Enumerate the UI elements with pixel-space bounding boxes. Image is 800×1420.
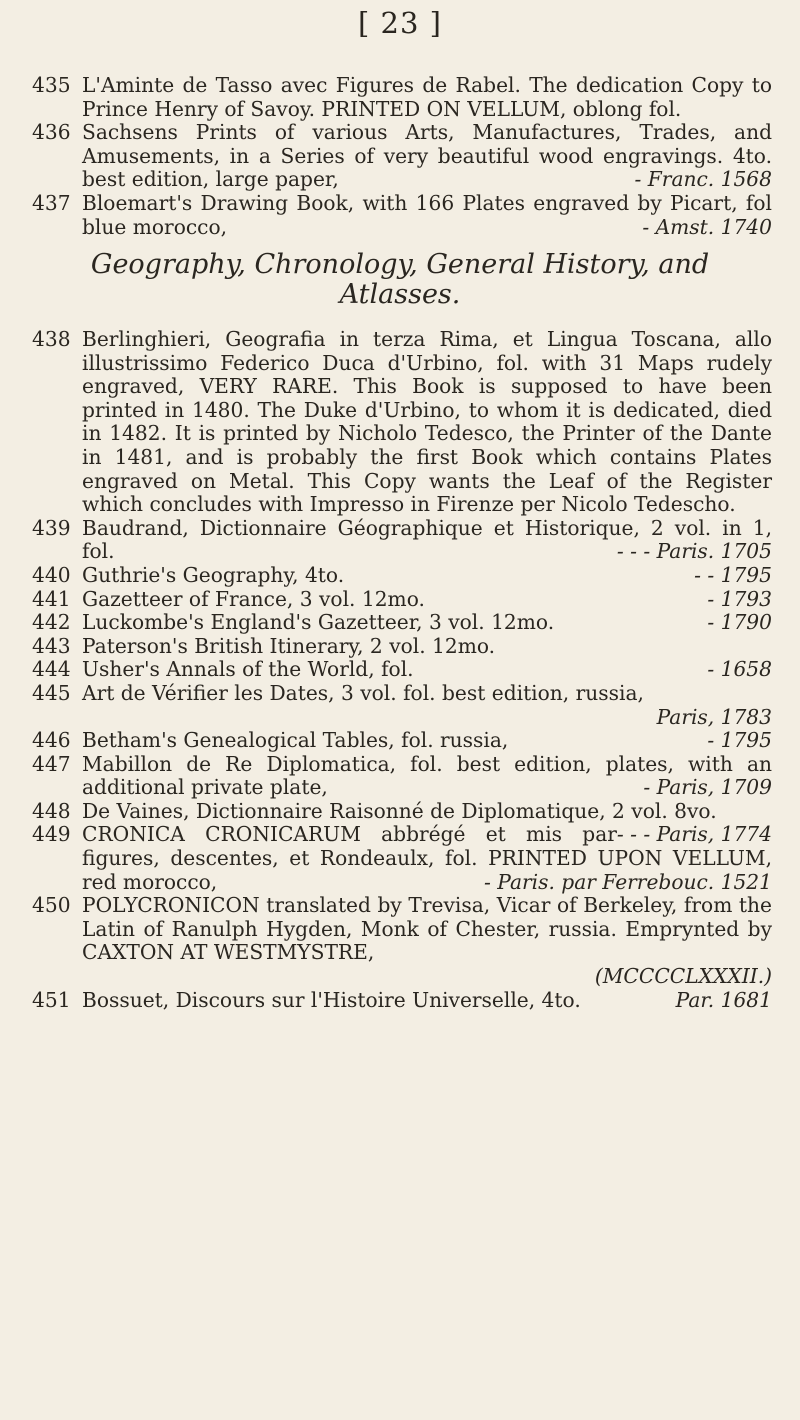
entry-imprint: - - 1795 bbox=[694, 562, 772, 587]
entry-imprint: - 1793 bbox=[707, 586, 772, 611]
entry-text: Luckombe's England's Gazetteer, 3 vol. 12mo. bbox=[82, 610, 555, 635]
entry-text: Guthrie's Geography, 4to. bbox=[82, 562, 345, 587]
entry-number: 448 bbox=[32, 798, 71, 823]
entry-text: POLYCRONICON translated by Trevisa, Vicar of Berkeley, from the Latin of Ranulph Hygden, Monk of Chester, russia. Emprynted by CAXTON AT WESTMYSTRE, bbox=[82, 893, 772, 965]
entry-number: 451 bbox=[32, 987, 71, 1012]
entry-imprint: - Amst. 1740 bbox=[642, 214, 772, 239]
entry-number: 446 bbox=[32, 728, 71, 753]
entry-number: 435 bbox=[32, 73, 71, 97]
entry-number: 443 bbox=[32, 633, 71, 658]
entry-text: Sachsens Prints of various Arts, Manufactures, Trades, and Amusements, in a Series of very beautiful wood engravings. 4to. best edition, large paper, bbox=[82, 120, 772, 192]
entry-number: 450 bbox=[32, 893, 71, 918]
entry-number: 445 bbox=[32, 680, 71, 705]
entry-text: Berlinghieri, Geografia in terza Rima, et Lingua Toscana, allo illustrissimo Federico Duca d'Urbino, fol. with 31 Maps rudely engraved, VERY RARE. This Book is supposed to have been printed in 1480. The Duke d'Urbino, to whom it is dedicated, died in 1482. It is printed by Nicholo Tedesco, the Printer of the Dante in 1481, and is probably the first Book which contains Plates engraved on Metal. This Copy wants the Leaf of the Register which concludes with Impresso in Firenze per Nicolo Tedescho. bbox=[82, 327, 772, 517]
entry-text: Bloemart's Drawing Book, with 166 Plates engraved by Picart, fol blue morocco, bbox=[82, 190, 772, 239]
entries-top bbox=[32, 74, 772, 239]
entry-text: De Vaines, Dictionnaire Raisonné de Diplomatique, 2 vol. 8vo. bbox=[82, 798, 717, 823]
entry-number: 438 bbox=[32, 327, 71, 351]
entry-imprint: (MCCCCLXXXII.) bbox=[594, 964, 772, 989]
section-heading-line1: Geography, Chronology, General History, and bbox=[90, 249, 710, 280]
entry-imprint: Paris, 1783 bbox=[656, 704, 772, 729]
entry-number: 437 bbox=[32, 190, 71, 215]
entry-text: CRONICA CRONICARUM abbrégé et mis par figures, descentes, et Rondeaulx, fol. PRINTED UPON VELLUM, red morocco, bbox=[82, 822, 772, 894]
catalogue-entry bbox=[32, 753, 772, 800]
entry-imprint: - Paris, 1709 bbox=[643, 775, 772, 800]
catalogue-entry bbox=[32, 192, 772, 239]
entry-number: 441 bbox=[32, 586, 71, 611]
entry-imprint: Par. 1681 bbox=[675, 987, 772, 1012]
catalogue-entry bbox=[32, 729, 772, 753]
catalogue-entry bbox=[32, 823, 772, 894]
entry-imprint: - Franc. 1568 bbox=[634, 167, 772, 192]
entry-number: 449 bbox=[32, 822, 71, 847]
entry-number: 442 bbox=[32, 610, 71, 635]
entry-text: Bossuet, Discours sur l'Histoire Universelle, 4to. bbox=[82, 987, 581, 1012]
catalogue-entry bbox=[32, 658, 772, 682]
entry-text: Baudrand, Dictionnaire Géographique et Historique, 2 vol. in 1, fol. bbox=[82, 515, 772, 564]
entry-number: 436 bbox=[32, 120, 71, 145]
section-heading-line2: Atlasses. bbox=[339, 279, 461, 310]
page-number: [ 23 ] bbox=[358, 6, 442, 40]
entry-imprint: - 1795 bbox=[707, 728, 772, 753]
catalogue-entry bbox=[32, 611, 772, 635]
entry-number: 439 bbox=[32, 515, 71, 540]
catalogue-entry bbox=[32, 989, 772, 1013]
entry-imprint: - 1658 bbox=[707, 657, 772, 682]
entries-main bbox=[32, 328, 772, 1012]
entry-number: 447 bbox=[32, 751, 71, 776]
catalogue-entry bbox=[32, 74, 772, 121]
catalogue-entry bbox=[32, 517, 772, 564]
catalogue-entry bbox=[32, 635, 772, 659]
catalogue-entry bbox=[32, 328, 772, 517]
entry-imprint: - 1790 bbox=[707, 610, 772, 635]
entry-number: 440 bbox=[32, 562, 71, 587]
catalogue-entry bbox=[32, 564, 772, 588]
entry-imprint: - - - Paris. 1705 bbox=[616, 539, 772, 564]
entry-text: Art de Vérifier les Dates, 3 vol. fol. best edition, russia, bbox=[82, 680, 644, 705]
section-heading bbox=[0, 250, 800, 310]
entry-text: Betham's Genealogical Tables, fol. russia, bbox=[82, 728, 509, 753]
catalogue-entry bbox=[32, 588, 772, 612]
entry-text: L'Aminte de Tasso avec Figures de Rabel. The dedication Copy to Prince Henry of Savoy. PRINTED ON VELLUM, oblong fol. bbox=[82, 73, 772, 121]
catalogue-entry bbox=[32, 121, 772, 192]
entry-text: Gazetteer of France, 3 vol. 12mo. bbox=[82, 586, 425, 611]
entry-text: Usher's Annals of the World, fol. bbox=[82, 657, 414, 682]
entry-text: Paterson's British Itinerary, 2 vol. 12mo. bbox=[82, 633, 496, 658]
entry-imprint: - - - Paris, 1774 bbox=[616, 822, 772, 847]
entry-imprint: - Paris. par Ferrebouc. 1521 bbox=[484, 869, 772, 894]
entry-text: Mabillon de Re Diplomatica, fol. best edition, plates, with an additional private plate, bbox=[82, 751, 772, 800]
catalogue-entry bbox=[32, 682, 772, 729]
catalogue-entry bbox=[32, 894, 772, 988]
entry-number: 444 bbox=[32, 657, 71, 682]
